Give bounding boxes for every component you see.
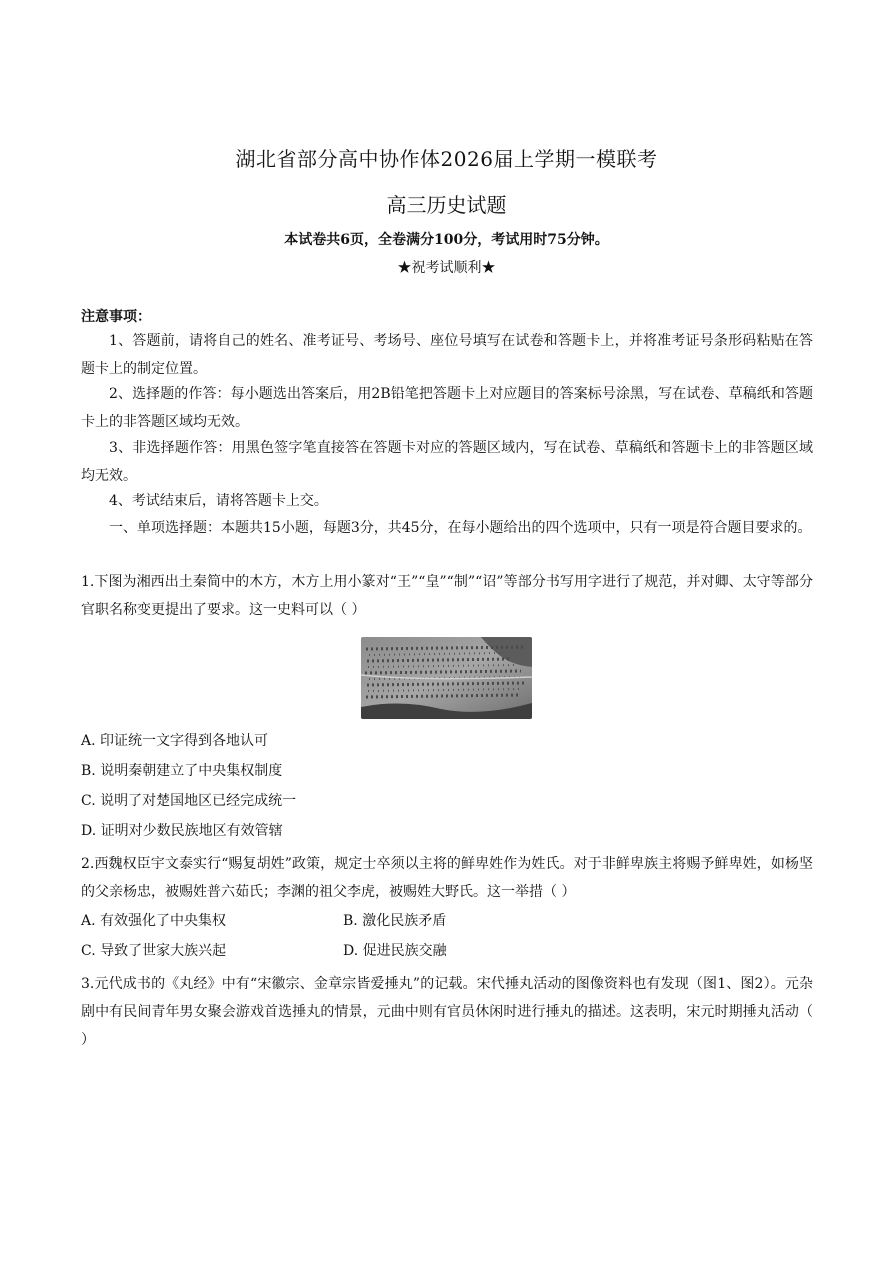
- q1-option-c: C. 说明了对楚国地区已经完成统一: [81, 793, 297, 809]
- q2-option-d: D. 促进民族交融: [343, 943, 447, 959]
- q1-option-a: A. 印证统一文字得到各地认可: [81, 733, 269, 749]
- q1-option-d: D. 证明对少数民族地区有效管辖: [81, 823, 283, 839]
- question-3-stem: 3.元代成书的《丸经》中有“宋徽宗、金章宗皆爱捶丸”的记载。宋代捶丸活动的图像资料也有发现（图1、图2）。元杂剧中有民间青年男女聚会游戏首选捶丸的情景，元曲中则有官员休闲时进行捶丸的描述。这表明，宋元时期捶丸活动（ ）: [81, 976, 813, 1048]
- section-intro: 一、单项选择题：本题共15小题，每题3分，共45分，在每小题给出的四个选项中，只有一项是符合题目要求的。: [109, 520, 812, 536]
- notice-heading: 注意事项：: [81, 309, 151, 325]
- notice-item-1: 1、答题前，请将自己的姓名、准考证号、考场号、座位号填写在试卷和答题卡上，并将准考证号条形码粘贴在答题卡上的制定位置。: [81, 333, 813, 377]
- exam-wish: ★祝考试顺利★: [397, 260, 496, 276]
- q2-option-b: B. 激化民族矛盾: [343, 913, 447, 929]
- q1-option-b: B. 说明秦朝建立了中央集权制度: [81, 763, 283, 779]
- notice-item-2: 2、选择题的作答：每小题选出答案后，用2B铅笔把答题卡上对应题目的答案标号涂黑，写在试卷、草稿纸和答题卡上的非答题区域均无效。: [81, 386, 813, 430]
- exam-subtitle: 高三历史试题: [386, 193, 507, 217]
- q2-option-a: A. 有效强化了中央集权: [81, 913, 227, 929]
- q2-option-c: C. 导致了世家大族兴起: [81, 943, 227, 959]
- question-2-stem: 2.西魏权臣宇文泰实行“赐复胡姓”政策，规定士卒须以主将的鲜卑姓作为姓氏。对于非鲜卑族主将赐予鲜卑姓，如杨坚的父亲杨忠，被赐姓普六茹氏；李渊的祖父李虎，被赐姓大野氏。这一举措（ ）: [81, 856, 813, 900]
- question-1-stem: 1.下图为湘西出土秦简中的木方，木方上用小篆对“王”“皇”“制”“诏”等部分书写用字进行了规范，并对卿、太守等部分官职名称变更提出了要求。这一史料可以（ ）: [81, 574, 813, 618]
- exam-info: 本试卷共6页，全卷满分100分，考试用时75分钟。: [284, 232, 609, 248]
- qin-slip-photo: [361, 637, 532, 719]
- exam-title: 湖北省部分高中协作体2026届上学期一模联考: [235, 147, 658, 171]
- notice-item-3: 3、非选择题作答：用黑色签字笔直接答在答题卡对应的答题区域内，写在试卷、草稿纸和答题卡上的非答题区域均无效。: [81, 440, 813, 484]
- notice-item-4: 4、考试结束后，请将答题卡上交。: [109, 493, 328, 509]
